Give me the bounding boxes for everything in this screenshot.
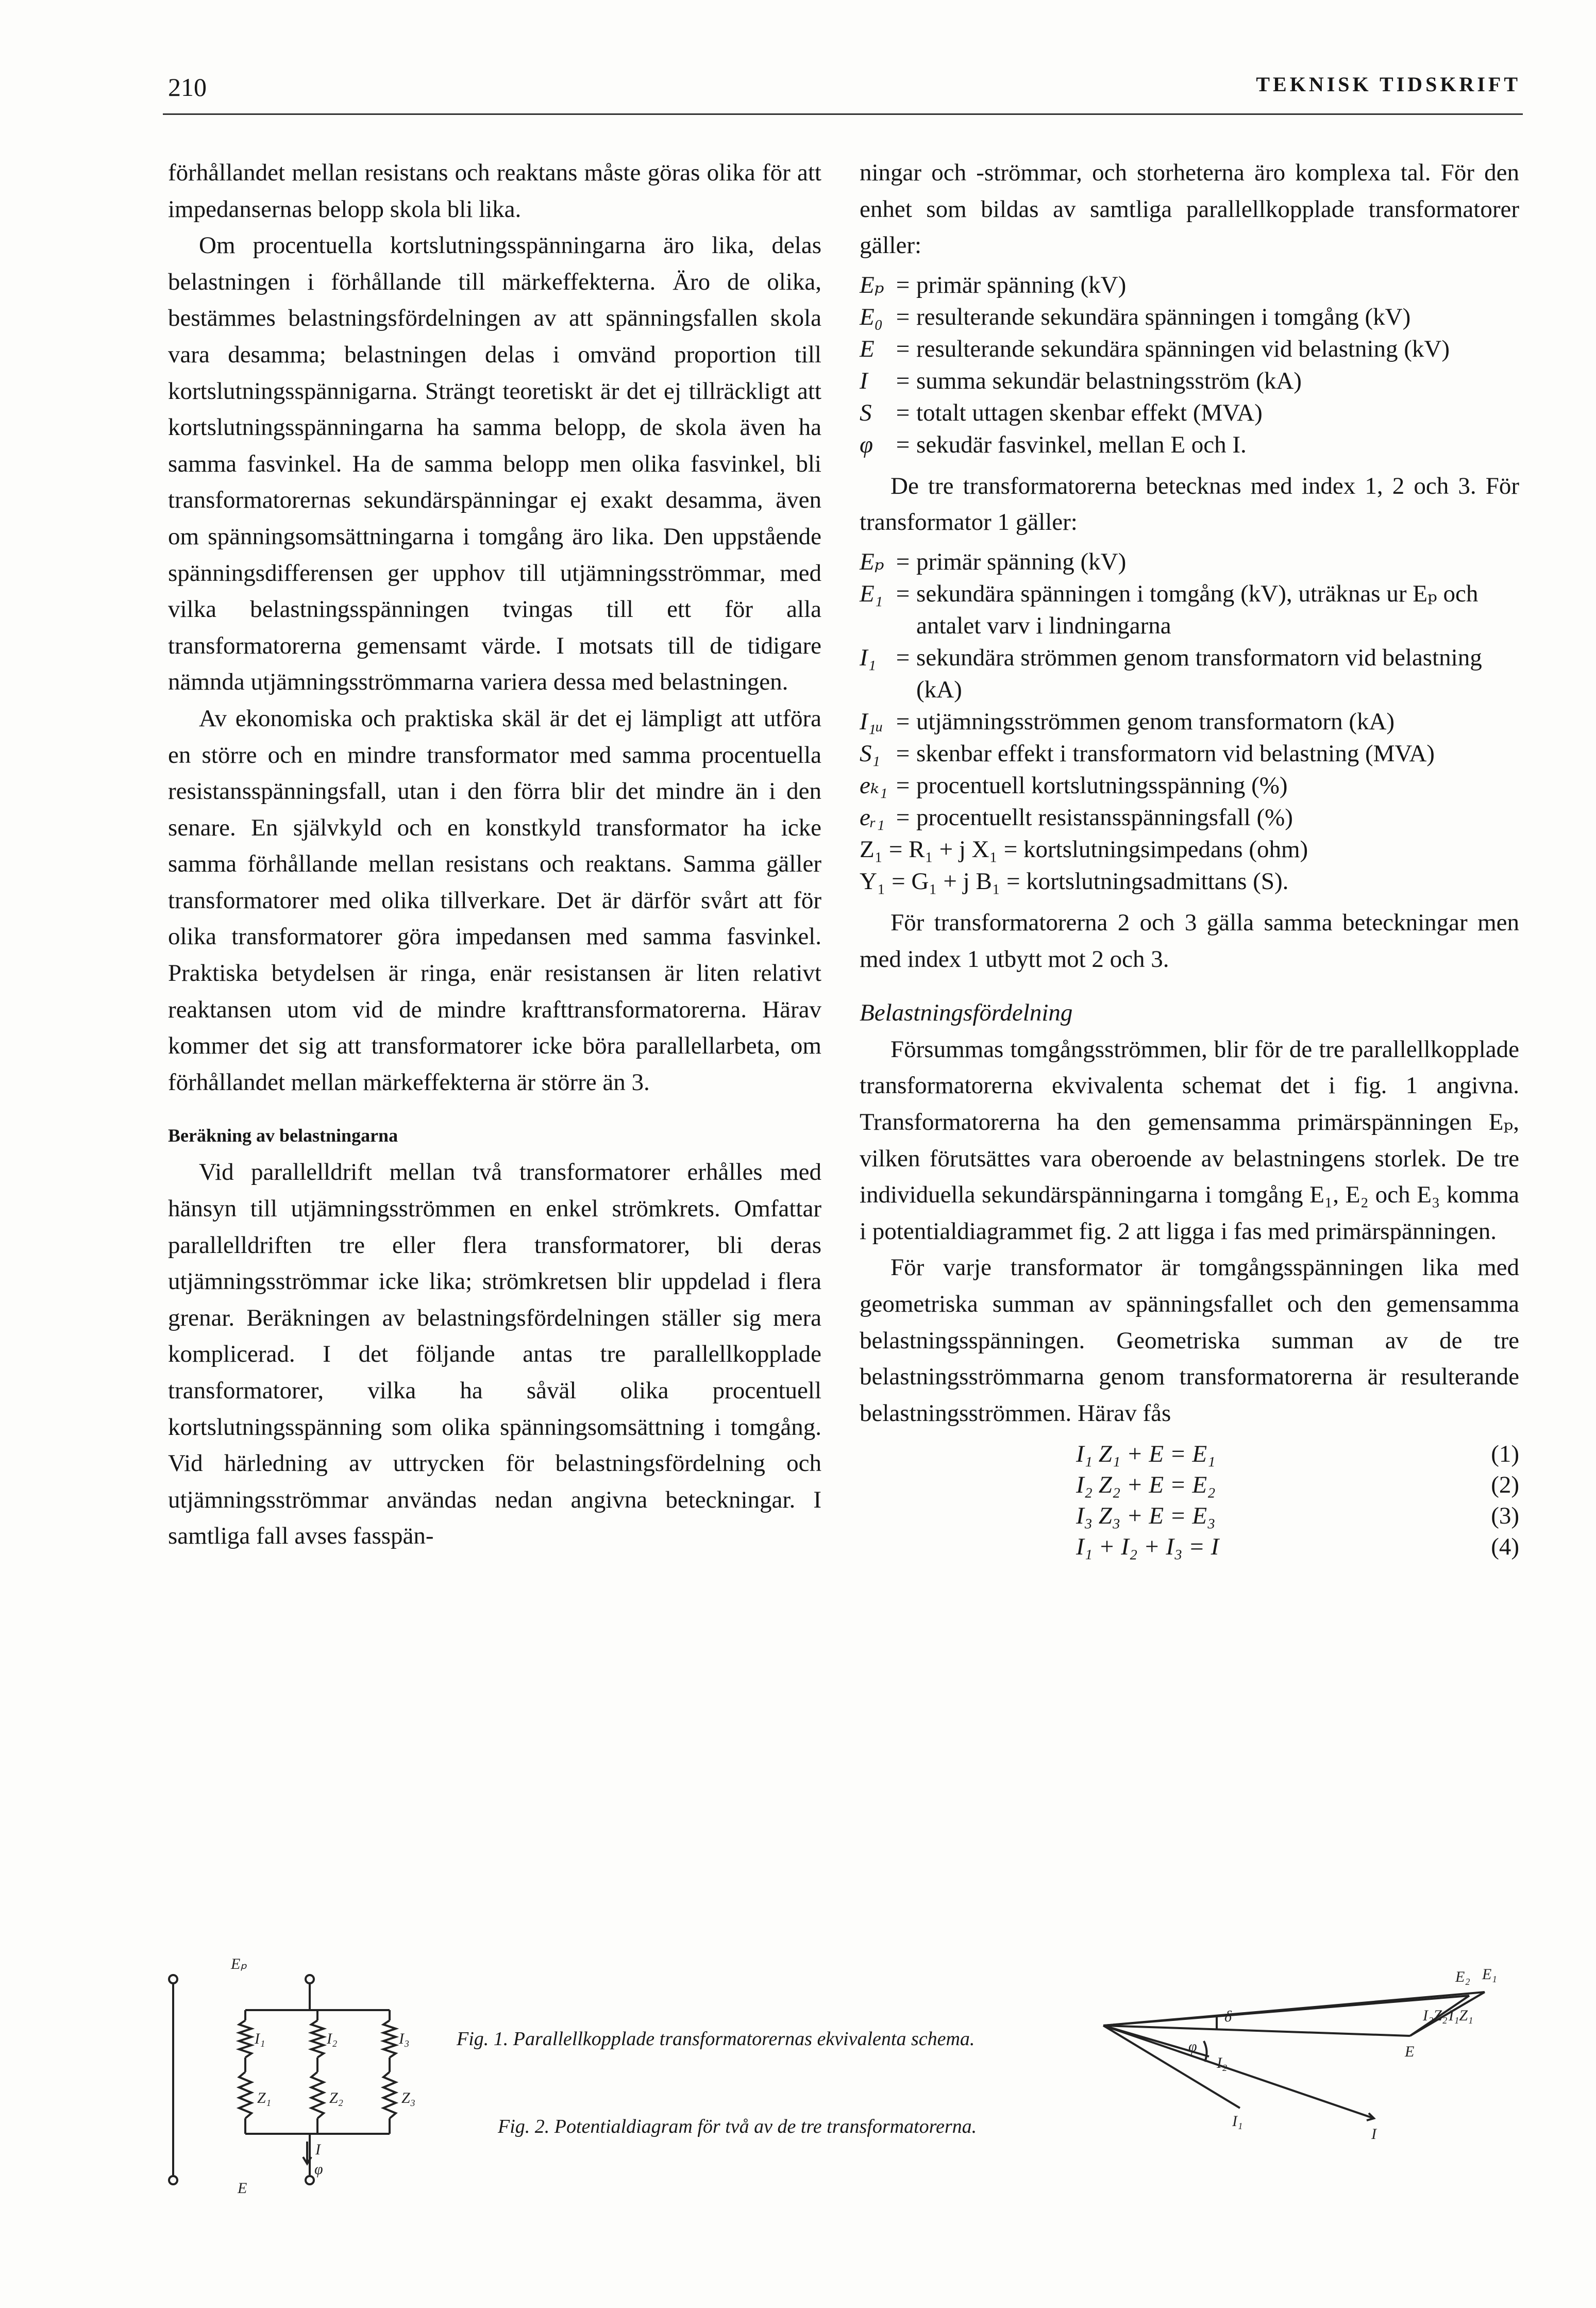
definition-symbol: eₖ₁ — [860, 772, 888, 799]
fig2-label-e: E — [1405, 2043, 1415, 2060]
equation-number: (4) — [1491, 1533, 1519, 1561]
definition-symbol: E₀ — [860, 303, 883, 330]
fig1-label-z2: Z₂ — [329, 2089, 344, 2106]
fig2-label-i2: I₂ — [1217, 2054, 1228, 2071]
definition-symbol: I₁ — [860, 644, 876, 671]
equation-expression: I₁ + I₂ + I₃ = I — [1076, 1533, 1219, 1561]
definition-text: resulterande sekundära spänningen i tomgång (kV) — [916, 303, 1411, 330]
definition-row — [860, 333, 1519, 365]
right-paragraph-1: ningar och -strömmar, och storheterna äro komplexa tal. För den enhet som bildas av samtliga parallellkopplade transformatorer gäller: — [860, 159, 1519, 259]
fig2-label-i1z1: I₁Z₁ — [1449, 2007, 1473, 2024]
fig1-label-e: E — [238, 2180, 247, 2196]
fig2-label-i: I — [1371, 2126, 1376, 2143]
admittance-formula: Y₁ = G₁ + j B₁ = kortslutningsadmittans (S). — [860, 867, 1289, 895]
definition-text: primär spänning (kV) — [916, 548, 1127, 575]
definition-symbol: E₁ — [860, 580, 883, 607]
definition-text: skenbar effekt i transformatorn vid belastning (MVA) — [916, 740, 1435, 767]
definition-row — [860, 397, 1519, 429]
definition-row — [860, 269, 1519, 301]
definition-equals: = — [896, 548, 910, 575]
definition-equals: = — [896, 399, 910, 426]
definition-text: procentuell kortslutningsspänning (%) — [916, 772, 1288, 799]
definition-equals: = — [896, 335, 910, 362]
definition-equals: = — [896, 708, 910, 735]
journal-title: TEKNISK TIDSKRIFT — [1256, 73, 1521, 96]
figure-drawings — [163, 1948, 1523, 2196]
definition-text: utjämningsströmmen genom transformatorn (kA) — [916, 708, 1395, 735]
definition-text: resulterande sekundära spänningen vid belastning (kV) — [916, 335, 1450, 362]
fig2-vector-e — [1103, 2026, 1410, 2036]
definition-symbol: eᵣ₁ — [860, 804, 885, 831]
definition-equals: = — [896, 772, 910, 799]
equation-number: (3) — [1491, 1502, 1519, 1530]
fig1-terminal-top-left — [169, 1975, 177, 1983]
impedance-formula: Z₁ = R₁ + j X₁ = kortslutningsimpedans (ohm) — [860, 835, 1308, 863]
definition-symbol: E — [860, 335, 875, 362]
fig1-label-i2: I₂ — [327, 2030, 338, 2047]
definition-row — [860, 706, 1519, 738]
definition-text: sekundära strömmen genom transformatorn vid belastning (kA) — [916, 644, 1482, 703]
equation-1 — [860, 1439, 1519, 1469]
definition-symbol: I₁ᵤ — [860, 708, 883, 735]
figure-2-caption: Fig. 2. Potentialdiagram för två av de tre transformatorerna. — [498, 2116, 977, 2137]
fig1-label-phi: φ — [314, 2161, 323, 2178]
fig1-resistor-1 — [239, 2020, 251, 2058]
right-column — [860, 155, 1519, 1562]
right-paragraph-3: För transformatorerna 2 och 3 gälla samma beteckningar men med index 1 utbytt mot 2 och 3. — [860, 909, 1519, 973]
left-column — [168, 155, 821, 1554]
fig2-label-phi: φ — [1188, 2038, 1197, 2055]
fig1-terminal-bottom-left — [169, 2176, 177, 2184]
page-number: 210 — [168, 73, 207, 102]
equation-expression: I₂ Z₂ + E = E₂ — [1076, 1471, 1216, 1499]
definition-row — [860, 801, 1519, 833]
fig2-label-delta: δ — [1224, 2008, 1232, 2025]
definition-text: totalt uttagen skenbar effekt (MVA) — [916, 399, 1263, 426]
fig1-label-i3: I₃ — [399, 2030, 410, 2047]
left-paragraph-2: Om procentuella kortslutningsspänningarna äro lika, delas belastningen i förhållande till märkeffekterna. Äro de olika, bestämmes belastningsfördelningen av att spänningsfallen skola vara desamma; belastningen delas i omvänd proportion till kortslutningsspännigarna. Strängt teoretiskt är det ej tillräckligt att kortslutningsspänningarna ha samma belopp, de skola även ha samma fasvinkel. Ha de samma belopp men olika fasvinkel, bli transformatorernas sekundärspänningar ej exakt desamma, även om spänningsomsättningarna i tomgång äro lika. Den uppstående spänningsdifferensen ger upphov till utjämningsströmmar, med vilka belastningsspänningen tvingas till ett för alla transformatorerna gemensamt värde. I motsats till de tidigare nämnda utjämningsströmmarna variera dessa med belastningen. — [168, 232, 821, 696]
equation-expression: I₁ Z₁ + E = E₁ — [1076, 1441, 1216, 1468]
fig2-label-i1: I₁ — [1232, 2113, 1243, 2130]
definition-equals: = — [896, 804, 910, 831]
equation-number: (1) — [1491, 1441, 1519, 1468]
fig1-terminal-top-right — [306, 1975, 314, 1983]
definition-equals: = — [896, 367, 910, 394]
definition-symbol: Eₚ — [860, 548, 884, 575]
figure-1-caption: Fig. 1. Parallellkopplade transformatorernas ekvivalenta schema. — [457, 2028, 975, 2050]
fig2-label-e2: E₂ — [1455, 1968, 1470, 1985]
fig1-resistor-2 — [311, 2020, 324, 2058]
right-paragraph-2: De tre transformatorerna betecknas med index 1, 2 och 3. För transformator 1 gäller: — [860, 472, 1519, 536]
definition-text: sekudär fasvinkel, mellan E och I. — [916, 431, 1247, 458]
definition-row — [860, 770, 1519, 801]
left-paragraph-4: Vid parallelldrift mellan två transformatorer erhålles med hänsyn till utjämningsströmmen en enkel strömkrets. Omfattar parallelldriften tre eller flera transformatorer, bli deras utjämningsströmmar icke lika; strömkretsen blir uppdelad i flera grenar. Beräkningen av belastningsfördelningen ställer sig mera komplicerad. I det följande antas tre parallellkopplade transformatorer, vilka ha såväl olika procentuell kortslutningsspänning som olika spänningsomsättning i tomgång. Vid härledning av uttrycken för belastningsfördelning och utjämningsströmmar användas nedan angivna beteckningar. I samtliga fall avses fasspän- — [168, 1159, 821, 1550]
right-paragraph-4: Försummas tomgångsströmmen, blir för de tre parallellkopplade transformatorerna ekvivalenta schemat det i fig. 1 angivna. Transformatorerna ha den gemensamma primärspänningen Eₚ, vilken förutsättes vara oberoende av belastningens storlek. De tre individuella sekundärspänningarna i tomgång E₁, E₂ och E₃ komma i potentialdiagrammet fig. 2 att ligga i fas med primärspänningen. — [860, 1035, 1519, 1245]
left-paragraph-3: Av ekonomiska och praktiska skäl är det ej lämpligt att utföra en större och en mindre transformator med samma procentuella resistansspänningsfall, utan i den förra blir det mindre än i den senare. En självkyld och en konstkyld transformator ha icke samma förhållande mellan resistans och reaktans. Samma gäller transformatorer med olika tillverkare. Det är därför svårt att för olika transformatorer göra impedansen med samma fasvinkel. Praktiska betydelsen är ringa, enär resistansen är liten relativt reaktansen utom vid de mindre krafttransformatorerna. Härav kommer det sig att transformatorer icke böra parallellarbeta, om förhållandet mellan märkeffekterna är större än 3. — [168, 705, 821, 1096]
definition-row — [860, 546, 1519, 578]
fig2-label-e1: E₁ — [1482, 1966, 1497, 1983]
definition-equals: = — [896, 431, 910, 458]
definition-text: procentuellt resistansspänningsfall (%) — [916, 804, 1293, 831]
definition-equals: = — [896, 740, 910, 767]
definitions-transformer-1 — [860, 546, 1519, 897]
definition-text: primär spänning (kV) — [916, 271, 1127, 298]
section-heading-calculation: Beräkning av belastningarna — [168, 1125, 398, 1146]
definition-text: sekundära spänningen i tomgång (kV), uträknas ur Eₚ och antalet varv i lindningarna — [916, 580, 1479, 639]
equation-block — [860, 1439, 1519, 1562]
definition-row — [860, 429, 1519, 461]
fig1-label-i: I — [315, 2141, 321, 2158]
fig2-phi-arc — [1204, 2041, 1207, 2062]
fig2-vector-i — [1103, 2026, 1374, 2118]
definition-row — [860, 301, 1519, 333]
equation-3 — [860, 1500, 1519, 1531]
definition-symbol: S — [860, 399, 872, 426]
definition-equals: = — [896, 271, 910, 298]
definitions-total — [860, 269, 1519, 461]
left-paragraph-1: förhållandet mellan resistans och reaktans måste göras olika för att impedansernas belopp skola bli lika. — [168, 159, 821, 223]
fig1-impedance-3 — [383, 2072, 396, 2118]
definition-symbol: Eₚ — [860, 271, 884, 298]
definition-equals: = — [896, 303, 910, 330]
equation-number: (2) — [1491, 1471, 1519, 1499]
definition-row — [860, 578, 1519, 642]
fig1-label-i1: I₁ — [255, 2030, 265, 2047]
equation-2 — [860, 1469, 1519, 1500]
fig1-label-z3: Z₃ — [401, 2089, 416, 2106]
fig1-impedance-1 — [239, 2072, 251, 2118]
definition-row — [860, 738, 1519, 770]
fig1-label-ep: Eₚ — [231, 1955, 247, 1972]
definition-symbol: φ — [860, 431, 873, 458]
fig1-impedance-2 — [311, 2072, 324, 2118]
fig2-vector-e2 — [1103, 1996, 1469, 2026]
section-heading-load-distribution: Belastningsfördelning — [860, 999, 1073, 1027]
fig1-label-z1: Z₁ — [257, 2089, 272, 2106]
definition-symbol: S₁ — [860, 740, 880, 767]
right-paragraph-5: För varje transformator är tomgångsspänningen lika med geometriska summan av spänningsfallet och den gemensamma belastningsspänningen. Geometriska summan av de tre belastningsströmmarna genom transformatorerna är resulterande belastningsströmmen. Härav fås — [860, 1254, 1519, 1427]
fig2-label-i2z2: I₂Z₂ — [1423, 2007, 1448, 2024]
definition-row — [860, 365, 1519, 397]
figure-area — [163, 1948, 1523, 2196]
header-rule — [163, 113, 1523, 115]
equation-4 — [860, 1531, 1519, 1562]
fig1-circuit-diagram — [169, 1975, 396, 2184]
fig1-resistor-3 — [383, 2020, 396, 2058]
definition-text: summa sekundär belastningsström (kA) — [916, 367, 1302, 394]
definition-equals: = — [896, 644, 910, 671]
fig1-terminal-bottom-right — [306, 2176, 314, 2184]
equation-expression: I₃ Z₃ + E = E₃ — [1076, 1502, 1216, 1530]
definition-equals: = — [896, 580, 910, 607]
definition-row — [860, 642, 1519, 706]
definition-symbol: I — [860, 367, 868, 394]
